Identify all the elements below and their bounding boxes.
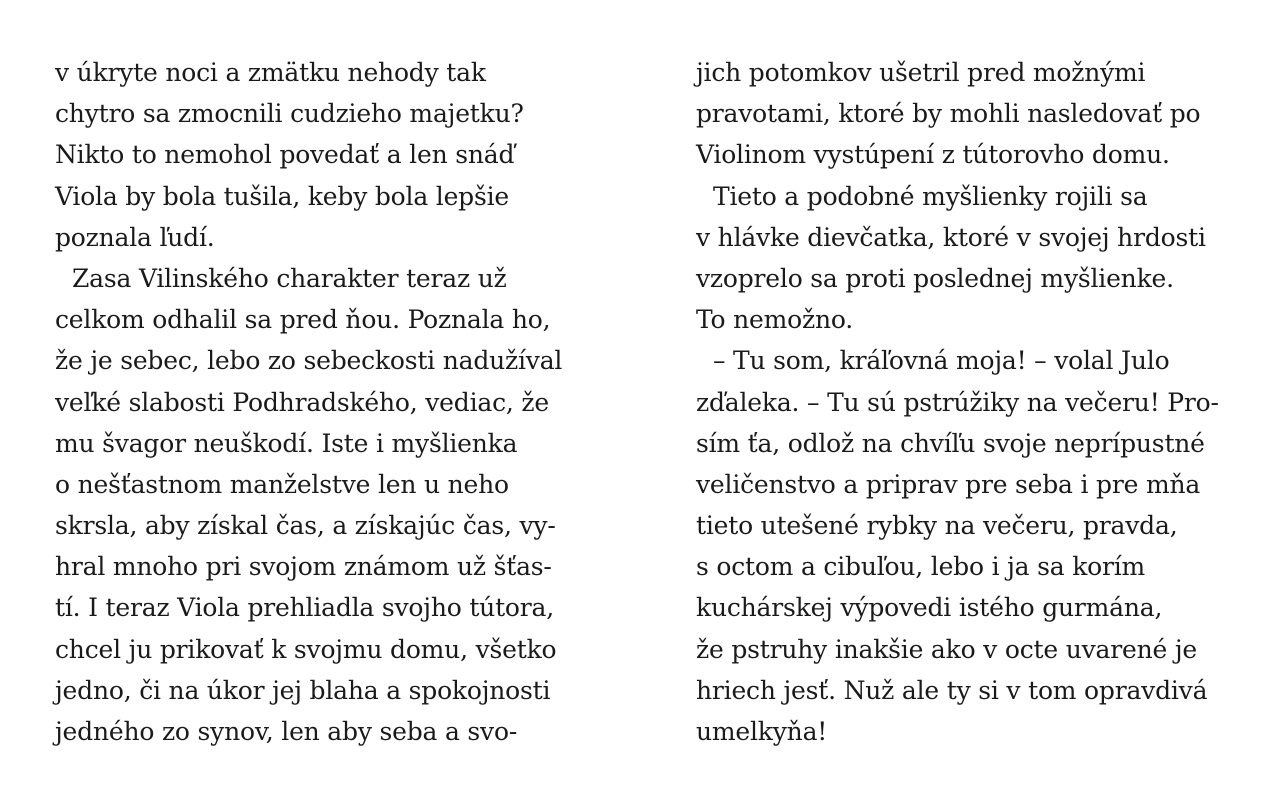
text-line: pravotami, ktoré by mohli nasledovať po <box>696 99 1201 129</box>
left-page <box>55 52 595 752</box>
text-line: – Tu som, kráľovná moja! – volal Julo <box>713 346 1170 376</box>
text-line: hral mnoho pri svojom známom už šťas- <box>55 552 552 582</box>
text-line: jedno, či na úkor jej blaha a spokojnosti <box>55 675 551 705</box>
text-line: Tieto a podobné myšlienky rojili sa <box>713 181 1148 211</box>
text-line: že je sebec, lebo zo sebeckosti nadužíval <box>55 346 563 376</box>
text-line: Nikto to nemohol povedať a len snáď <box>55 140 515 170</box>
text-line: chytro sa zmocnili cudzieho majetku? <box>55 99 524 129</box>
text-line: jedného zo synov, len aby seba a svo- <box>55 717 518 746</box>
text-line: veličenstvo a priprav pre seba i pre mňa <box>696 469 1201 499</box>
text-line: hriech jesť. Nuž ale ty si v tom opravdivá <box>696 675 1208 705</box>
text-line: skrsla, aby získal čas, a získajúc čas, vy- <box>55 511 556 541</box>
text-line: umelkyňa! <box>696 717 828 746</box>
text-line: tieto utešené rybky na večeru, pravda, <box>696 511 1178 541</box>
text-line: vzoprelo sa proti poslednej myšlienke. <box>696 263 1174 293</box>
text-line: Viola by bola tušila, keby bola lepšie <box>55 181 509 211</box>
text-line: zďaleka. – Tu sú pstrúžiky na večeru! Pro- <box>696 387 1219 417</box>
text-line: Violinom vystúpení z tútorovho domu. <box>696 140 1170 170</box>
text-line: tí. I teraz Viola prehliadla svojho tútora, <box>55 593 554 623</box>
text-line: sím ťa, odlož na chvíľu svoje neprípustné <box>696 428 1205 458</box>
right-page <box>696 52 1236 752</box>
text-line: veľké slabosti Podhradského, vediac, že <box>55 387 549 417</box>
text-line: celkom odhalil sa pred ňou. Poznala ho, <box>55 305 551 335</box>
text-line: kuchárskej výpovedi istého gurmána, <box>696 593 1163 623</box>
text-line: chcel ju prikovať k svojmu domu, všetko <box>55 634 557 664</box>
text-line: v úkryte noci a zmätku nehody tak <box>55 58 486 87</box>
text-line: poznala ľudí. <box>55 222 215 252</box>
text-line: To nemožno. <box>696 305 854 335</box>
text-line: že pstruhy inakšie ako v octe uvarené je <box>696 634 1197 664</box>
text-line: mu švagor neuškodí. Iste i myšlienka <box>55 428 518 458</box>
text-line: s octom a cibuľou, lebo i ja sa korím <box>696 552 1146 582</box>
text-line: v hlávke dievčatka, ktoré v svojej hrdosti <box>696 222 1206 252</box>
text-line: o nešťastnom manželstve len u neho <box>55 469 509 499</box>
text-line: Zasa Vilinského charakter teraz už <box>72 263 507 293</box>
text-line: jich potomkov ušetril pred možnými <box>696 58 1146 87</box>
